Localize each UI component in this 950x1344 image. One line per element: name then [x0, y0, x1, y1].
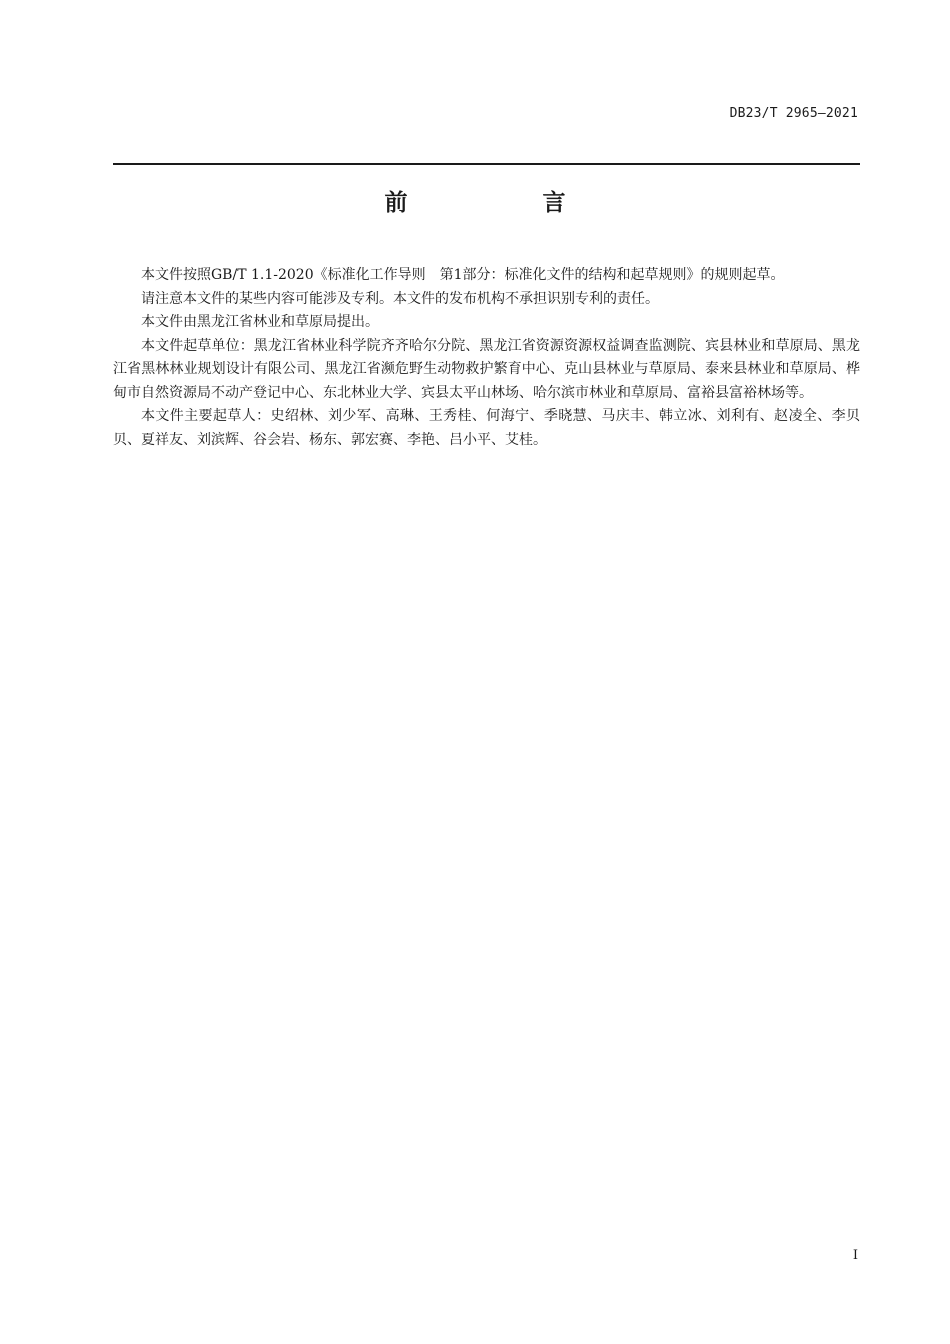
page-title: 前 言 — [384, 190, 622, 216]
page-number: I — [852, 1248, 858, 1263]
document-code: DB23/T 2965—2021 — [729, 106, 858, 121]
paragraph-drafting-rules: 本文件按照GB/T 1.1-2020《标准化工作导则 第1部分：标准化文件的结构和起草规则》的规则起草。 — [141, 267, 785, 283]
paragraph-drafting-units: 本文件起草单位：黑龙江省林业科学院齐齐哈尔分院、黑龙江省资源资源权益调查监测院、宾县林业和草原局、黑龙江省黑林林业规划设计有限公司、黑龙江省濒危野生动物救护繁育中心、克山县林业与草原局、泰来县林业和草原局、桦甸市自然资源局不动产登记中心、东北林业大学、宾县太平山林场、哈尔滨市林业和草原局、富裕县富裕林场等。 — [113, 337, 860, 401]
header-rule — [113, 163, 860, 165]
paragraph-drafters: 本文件主要起草人：史绍林、刘少军、高琳、王秀桂、何海宁、季晓慧、马庆丰、韩立冰、刘利有、赵凌全、李贝贝、夏祥友、刘滨辉、谷会岩、杨东、郭宏赛、李艳、吕小平、艾桂。 — [113, 408, 860, 448]
paragraph-patent-notice: 请注意本文件的某些内容可能涉及专利。本文件的发布机构不承担识别专利的责任。 — [141, 290, 659, 307]
paragraph-proposer: 本文件由黑龙江省林业和草原局提出。 — [141, 314, 379, 330]
foreword-body — [113, 264, 860, 452]
